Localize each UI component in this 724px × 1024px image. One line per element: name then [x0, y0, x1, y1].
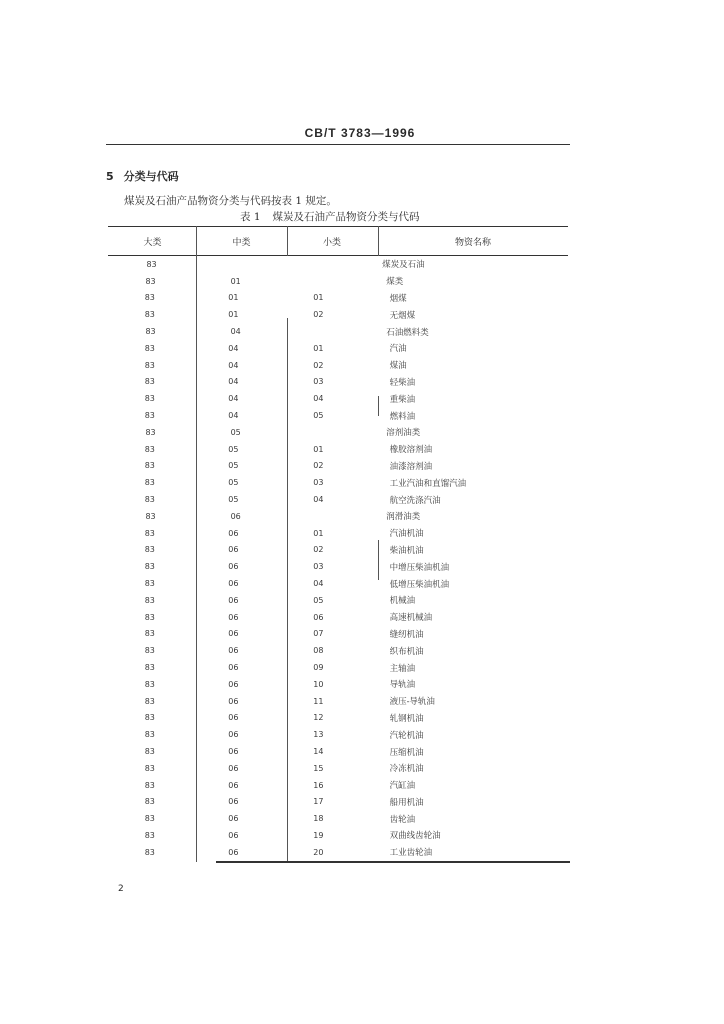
cell-major: 83 — [144, 528, 155, 538]
cell-minor: 01 — [313, 444, 324, 454]
cell-major: 83 — [144, 814, 155, 824]
cell-minor: 01 — [313, 343, 324, 353]
cell-major: 83 — [144, 562, 155, 572]
table-row — [108, 592, 568, 609]
table-row — [108, 273, 568, 290]
cell-middle: 06 — [228, 612, 239, 622]
table-row — [108, 760, 568, 777]
table-caption — [240, 209, 420, 224]
cell-major: 83 — [144, 830, 155, 840]
cell-middle: 05 — [228, 461, 239, 471]
section-heading — [106, 168, 179, 184]
table-row — [108, 743, 568, 760]
cell-major: 83 — [144, 797, 155, 807]
cell-major: 83 — [144, 579, 155, 589]
cell-minor: 04 — [313, 495, 324, 505]
cell-middle: 05 — [230, 427, 241, 437]
header-material-name: 物资名称 — [454, 237, 491, 248]
page-number: 2 — [118, 884, 124, 894]
table-row — [108, 357, 568, 374]
classification-table — [108, 226, 568, 861]
cell-minor: 18 — [313, 814, 324, 824]
cell-middle: 01 — [230, 276, 241, 286]
cell-name: 导轨油 — [389, 680, 416, 691]
col-divider-2b — [287, 318, 288, 862]
cell-name: 液压-导轨油 — [389, 697, 435, 708]
cell-major: 83 — [144, 629, 155, 639]
cell-name: 汽缸油 — [389, 781, 416, 792]
cell-name: 工业汽油和直馏汽油 — [389, 478, 467, 489]
cell-name: 船用机油 — [389, 797, 424, 808]
table-row — [108, 626, 568, 643]
table-bottom-rule — [216, 861, 570, 863]
cell-middle: 06 — [228, 646, 239, 656]
col-divider-2 — [287, 226, 288, 256]
col-divider-3c — [378, 540, 379, 580]
cell-minor: 05 — [313, 411, 324, 421]
cell-name: 压缩机油 — [389, 747, 424, 758]
col-divider-3b — [378, 396, 379, 416]
cell-minor: 06 — [313, 612, 324, 622]
table-row — [108, 642, 568, 659]
cell-name: 齿轮油 — [389, 814, 416, 825]
cell-name: 缝纫机油 — [389, 629, 424, 640]
cell-major: 83 — [144, 595, 155, 605]
cell-name: 低增压柴油机油 — [389, 579, 450, 590]
cell-name: 橡胶溶剂油 — [389, 445, 433, 456]
standard-code: CB/T 3783—1996 — [304, 126, 416, 140]
cell-major: 83 — [144, 495, 155, 505]
table-row — [108, 525, 568, 542]
cell-minor: 03 — [313, 377, 324, 387]
cell-name: 汽油 — [389, 344, 407, 355]
cell-minor: 02 — [313, 310, 324, 320]
cell-minor: 04 — [313, 579, 324, 589]
cell-minor: 14 — [313, 747, 324, 756]
cell-minor: 15 — [313, 763, 324, 773]
cell-name: 柴油机油 — [389, 545, 424, 556]
cell-name: 重柴油 — [389, 394, 416, 405]
table-row — [108, 508, 568, 525]
cell-middle: 04 — [228, 394, 239, 404]
cell-major: 83 — [144, 478, 155, 488]
cell-middle: 06 — [228, 562, 239, 572]
table-row — [108, 441, 568, 458]
cell-minor: 03 — [313, 562, 324, 572]
cell-major: 83 — [144, 847, 155, 857]
table-row — [108, 374, 568, 391]
cell-middle: 05 — [228, 478, 239, 488]
table-row — [108, 340, 568, 357]
table-row — [108, 306, 568, 323]
table-row — [108, 726, 568, 743]
table-row — [108, 558, 568, 575]
cell-major: 83 — [144, 360, 155, 370]
cell-major: 83 — [144, 747, 155, 756]
cell-major: 83 — [146, 259, 157, 269]
cell-major: 83 — [144, 679, 155, 689]
header-major-class: 大类 — [143, 237, 162, 248]
cell-middle: 06 — [228, 528, 239, 538]
cell-minor: 05 — [313, 595, 324, 605]
cell-minor: 04 — [313, 394, 324, 404]
cell-middle: 05 — [228, 495, 239, 505]
cell-middle: 06 — [228, 814, 239, 824]
cell-middle: 06 — [228, 763, 239, 773]
cell-minor: 12 — [313, 713, 324, 723]
cell-middle: 06 — [228, 847, 239, 857]
cell-major: 83 — [144, 444, 155, 454]
cell-middle: 06 — [228, 780, 239, 790]
cell-name: 煤类 — [386, 277, 404, 288]
cell-name: 燃料油 — [389, 411, 416, 422]
cell-name: 高速机械油 — [389, 613, 433, 624]
section-intro: 煤炭及石油产品物资分类与代码按表 1 规定。 — [124, 195, 337, 207]
cell-middle: 06 — [228, 595, 239, 605]
cell-middle: 04 — [228, 343, 239, 353]
cell-major: 83 — [144, 646, 155, 656]
cell-major: 83 — [144, 730, 155, 740]
cell-major: 83 — [144, 545, 155, 555]
table-row — [108, 390, 568, 407]
cell-major: 83 — [144, 461, 155, 471]
cell-name: 中增压柴油机油 — [389, 562, 450, 573]
table-row — [108, 676, 568, 693]
cell-major: 83 — [144, 780, 155, 790]
cell-minor: 11 — [313, 696, 324, 706]
cell-middle: 05 — [228, 444, 239, 454]
cell-name: 织布机油 — [389, 646, 424, 657]
cell-middle: 06 — [228, 797, 239, 807]
section-title: 分类与代码 — [123, 170, 179, 183]
cell-major: 83 — [145, 276, 156, 286]
cell-major: 83 — [144, 394, 155, 404]
cell-name: 工业齿轮油 — [389, 848, 433, 859]
cell-name: 油漆溶剂油 — [389, 461, 433, 472]
cell-middle: 04 — [230, 327, 241, 337]
cell-minor: 02 — [313, 545, 324, 555]
cell-name: 石油燃料类 — [386, 327, 429, 338]
table-row — [108, 844, 568, 861]
cell-minor: 17 — [313, 797, 324, 807]
cell-middle: 01 — [228, 293, 239, 303]
cell-major: 83 — [144, 310, 155, 320]
cell-major: 83 — [144, 377, 155, 387]
cell-major: 83 — [145, 327, 156, 337]
cell-minor: 20 — [313, 847, 324, 857]
cell-major: 83 — [144, 663, 155, 673]
table-row — [108, 575, 568, 592]
table-row — [108, 827, 568, 844]
col-divider-3 — [378, 226, 379, 256]
cell-major: 83 — [145, 511, 156, 521]
header-middle-class: 中类 — [232, 237, 251, 248]
cell-middle: 06 — [228, 679, 239, 689]
cell-name: 汽轮机油 — [389, 730, 424, 741]
cell-minor: 01 — [313, 293, 324, 303]
cell-minor: 13 — [313, 730, 324, 740]
cell-name: 润滑油类 — [386, 512, 421, 523]
table-row — [108, 659, 568, 676]
cell-major: 83 — [144, 411, 155, 421]
table-row — [108, 542, 568, 559]
cell-middle: 06 — [228, 545, 239, 555]
cell-minor: 09 — [313, 663, 324, 673]
cell-major: 83 — [144, 696, 155, 706]
cell-name: 烟煤 — [389, 293, 407, 304]
cell-middle: 06 — [228, 830, 239, 840]
table-row — [108, 256, 568, 273]
table-row — [108, 693, 568, 710]
cell-minor: 01 — [313, 528, 324, 538]
table-row — [108, 424, 568, 441]
table-row — [108, 407, 568, 424]
cell-minor: 03 — [313, 478, 324, 488]
cell-name: 溶剂油类 — [386, 428, 421, 439]
cell-minor: 16 — [313, 780, 324, 790]
table-row — [108, 810, 568, 827]
cell-minor: 08 — [313, 646, 324, 656]
cell-middle: 01 — [228, 310, 239, 320]
cell-middle: 04 — [228, 377, 239, 387]
cell-major: 83 — [144, 763, 155, 773]
cell-name: 轧钢机油 — [389, 713, 424, 724]
table-label: 表 1 — [240, 211, 261, 223]
table-row — [108, 609, 568, 626]
cell-name: 汽油机油 — [389, 529, 424, 540]
table-row — [108, 290, 568, 307]
table-row — [108, 323, 568, 340]
cell-middle: 04 — [228, 360, 239, 370]
cell-name: 煤油 — [389, 361, 407, 372]
cell-major: 83 — [145, 427, 156, 437]
cell-major: 83 — [144, 343, 155, 353]
table-body — [108, 256, 568, 861]
cell-minor: 19 — [313, 830, 324, 840]
table-row — [108, 777, 568, 794]
table-header — [108, 226, 568, 256]
table-title: 煤炭及石油产品物资分类与代码 — [272, 211, 420, 223]
cell-name: 机械油 — [389, 596, 416, 607]
table-row — [108, 458, 568, 475]
cell-middle: 06 — [228, 713, 239, 723]
cell-major: 83 — [144, 713, 155, 723]
cell-middle: 06 — [228, 663, 239, 673]
cell-middle: 06 — [228, 579, 239, 589]
cell-middle: 06 — [228, 747, 239, 756]
cell-name: 无烟煤 — [389, 310, 416, 321]
cell-name: 轻柴油 — [389, 377, 416, 388]
cell-middle: 04 — [228, 411, 239, 421]
section-number: 5 — [106, 170, 114, 183]
cell-minor: 02 — [313, 360, 324, 370]
cell-middle: 06 — [228, 629, 239, 639]
cell-minor: 10 — [313, 679, 324, 689]
cell-major: 83 — [144, 612, 155, 622]
cell-name: 煤炭及石油 — [382, 260, 425, 271]
cell-major: 83 — [144, 293, 155, 303]
cell-name: 航空洗涤汽油 — [389, 495, 441, 506]
cell-minor: 02 — [313, 461, 324, 471]
header-rule — [106, 144, 570, 145]
cell-name: 主轴油 — [389, 663, 416, 674]
col-divider-1 — [196, 226, 197, 862]
table-row — [108, 794, 568, 811]
table-row — [108, 710, 568, 727]
cell-middle: 06 — [230, 511, 241, 521]
cell-name: 冷冻机油 — [389, 764, 424, 775]
table-row — [108, 474, 568, 491]
cell-middle: 06 — [228, 696, 239, 706]
cell-minor: 07 — [313, 629, 324, 639]
table-row — [108, 491, 568, 508]
header-minor-class: 小类 — [322, 237, 341, 248]
cell-middle: 06 — [228, 730, 239, 740]
cell-name: 双曲线齿轮油 — [389, 831, 441, 842]
